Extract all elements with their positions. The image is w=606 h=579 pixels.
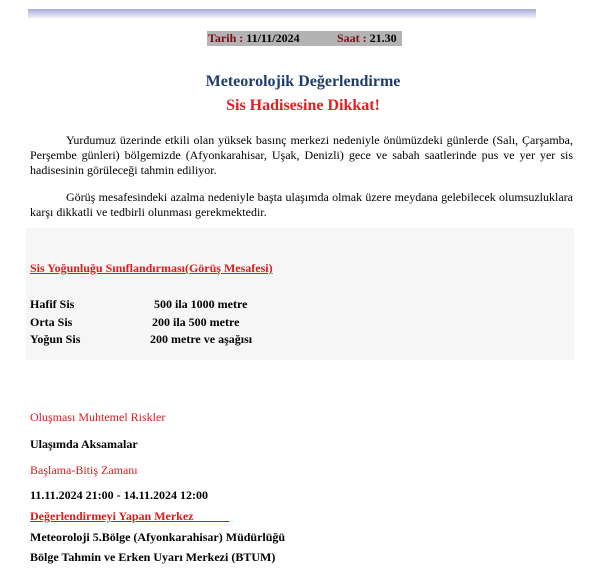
fog-class-range: 500 ila 1000 metre	[154, 297, 248, 311]
header-bar	[28, 9, 536, 18]
fog-class-range: 200 metre ve aşağısı	[150, 332, 253, 346]
classification-panel	[26, 228, 574, 360]
date-time-bar	[207, 31, 402, 46]
time-field	[337, 31, 397, 46]
paragraph-forecast	[30, 133, 573, 178]
fog-class-name: Hafif Sis	[30, 297, 75, 311]
title-underline-pad	[194, 509, 230, 523]
center-line-2: Bölge Tahmin ve Erken Uyarı Merkezi (BTUM)	[30, 550, 276, 564]
classification-title: Sis Yoğunluğu Sınıflandırması(Görüş Mesafesi)	[30, 261, 273, 275]
fog-class-name: Yoğun Sis	[30, 332, 81, 346]
center-line-1: Meteoroloji 5.Bölge (Afyonkarahisar) Müdürlüğü	[30, 530, 286, 544]
paragraph-text: Görüş mesafesindeki azalma nedeniyle başta ulaşımda olmak üzere meydana gelebilecek olumsuzluklara karşı dikkatli ve tedbirli olunması gerekmektedir.	[30, 190, 573, 219]
date-value: 11/11/2024	[246, 31, 300, 45]
alert-subtitle: Sis Hadisesine Dikkat!	[226, 97, 380, 114]
paragraph-text: Yurdumuz üzerinde etkili olan yüksek basınç merkezi nedeniyle önümüzdeki günlerde (Salı, Çarşamba, Perşembe günleri) bölgemizde (Afyonkarahisar, Uşak, Denizli) gece ve sabah saatlerinde pus ve yer yer sis hadisesinin görüleceği tahmin ediliyor.	[30, 133, 573, 177]
period-value: 11.11.2024 21:00 - 14.11.2024 12:00	[30, 488, 209, 502]
center-title	[30, 509, 230, 524]
date-label: Tarih :	[208, 31, 244, 45]
fog-class-name: Orta Sis	[30, 315, 73, 329]
risks-title: Oluşması Muhtemel Riskler	[30, 410, 166, 424]
page-title: Meteorolojik Değerlendirme	[205, 73, 401, 90]
risks-value: Ulaşımda Aksamalar	[30, 437, 138, 451]
time-label: Saat :	[337, 31, 367, 45]
period-title: Başlama-Bitiş Zamanı	[30, 463, 138, 477]
fog-class-range: 200 ila 500 metre	[152, 315, 240, 329]
date-field	[208, 31, 300, 46]
center-title-text: Değerlendirmeyi Yapan Merkez	[30, 509, 194, 523]
time-value: 21.30	[369, 31, 397, 45]
paragraph-warning	[30, 190, 573, 220]
